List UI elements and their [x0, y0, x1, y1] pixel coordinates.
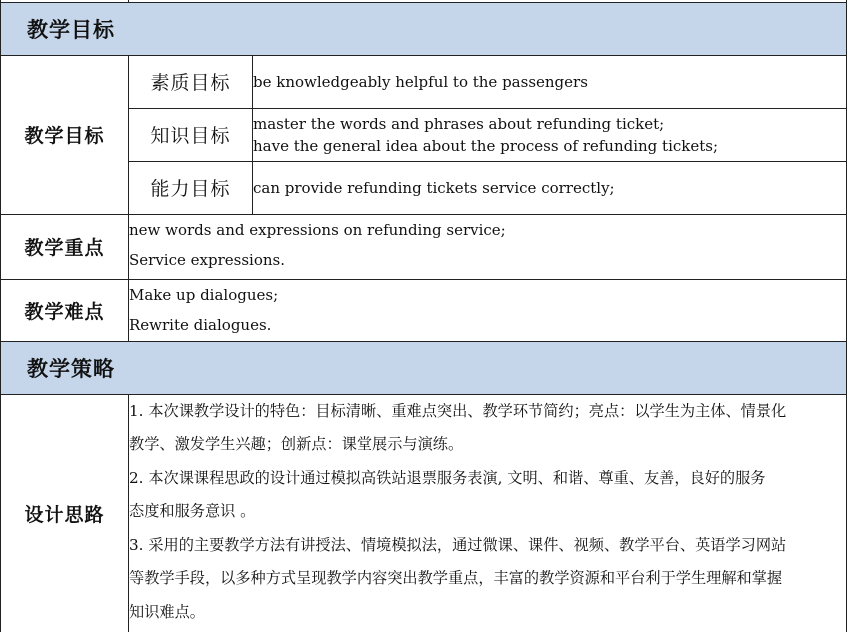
objectives-section-header-row	[1, 2, 847, 55]
objectives-label: 教学目标	[1, 55, 129, 214]
design-line-4: 态度和服务意识 。	[129, 502, 256, 520]
design-line-7: 知识难点。	[129, 602, 205, 621]
objective-knowledge-line-2: have the general idea about the process of refunding tickets;	[253, 136, 719, 155]
key-points-line-1: new words and expressions on refunding service;	[129, 220, 506, 239]
objectives-section-header: 教学目标	[1, 2, 847, 55]
strategy-section-header: 教学策略	[1, 341, 847, 394]
difficulties-row	[1, 279, 847, 341]
key-points-row	[1, 214, 847, 279]
difficulties-label: 教学难点	[1, 279, 129, 341]
objective-row-quality	[1, 55, 847, 108]
objective-ability-line-1: can provide refunding tickets service correctly;	[253, 178, 615, 197]
design-line-6: 等教学手段，以多种方式呈现教学内容突出教学重点，丰富的教学资源和平台利于学生理解和掌握	[129, 569, 783, 587]
difficulties-text	[129, 279, 847, 341]
objective-ability-text	[253, 161, 847, 214]
objective-knowledge-label: 知识目标	[129, 108, 253, 161]
design-line-2: 教学、激发学生兴趣；创新点：课堂展示与演练。	[129, 435, 464, 453]
objective-knowledge-text	[253, 108, 847, 161]
key-points-text	[129, 214, 847, 279]
key-points-line-2: Service expressions.	[129, 250, 285, 269]
objective-knowledge-line-1: master the words and phrases about refunding ticket;	[253, 114, 665, 133]
design-line-5: 3. 采用的主要教学方法有讲授法、情境模拟法，通过微课、课件、视频、教学平台、英语学习网站	[129, 535, 787, 554]
strategy-section-header-row	[1, 341, 847, 394]
design-line-3: 2. 本次课课程思政的设计通过模拟高铁站退票服务表演, 文明、和谐、尊重、友善，良好的服务	[129, 468, 766, 487]
difficulties-line-1: Make up dialogues;	[129, 285, 279, 304]
key-points-label: 教学重点	[1, 214, 129, 279]
design-text	[129, 394, 847, 632]
objective-ability-label: 能力目标	[129, 161, 253, 214]
design-row	[1, 394, 847, 632]
design-line-1: 1. 本次课教学设计的特色：目标清晰、重难点突出、教学环节简约；亮点：以学生为主体、情景化	[129, 401, 787, 420]
objective-quality-text	[253, 55, 847, 108]
design-label: 设计思路	[1, 394, 129, 632]
difficulties-line-2: Rewrite dialogues.	[129, 315, 272, 334]
objective-quality-line-1: be knowledgeably helpful to the passengers	[253, 72, 588, 91]
objective-quality-label: 素质目标	[129, 55, 253, 108]
